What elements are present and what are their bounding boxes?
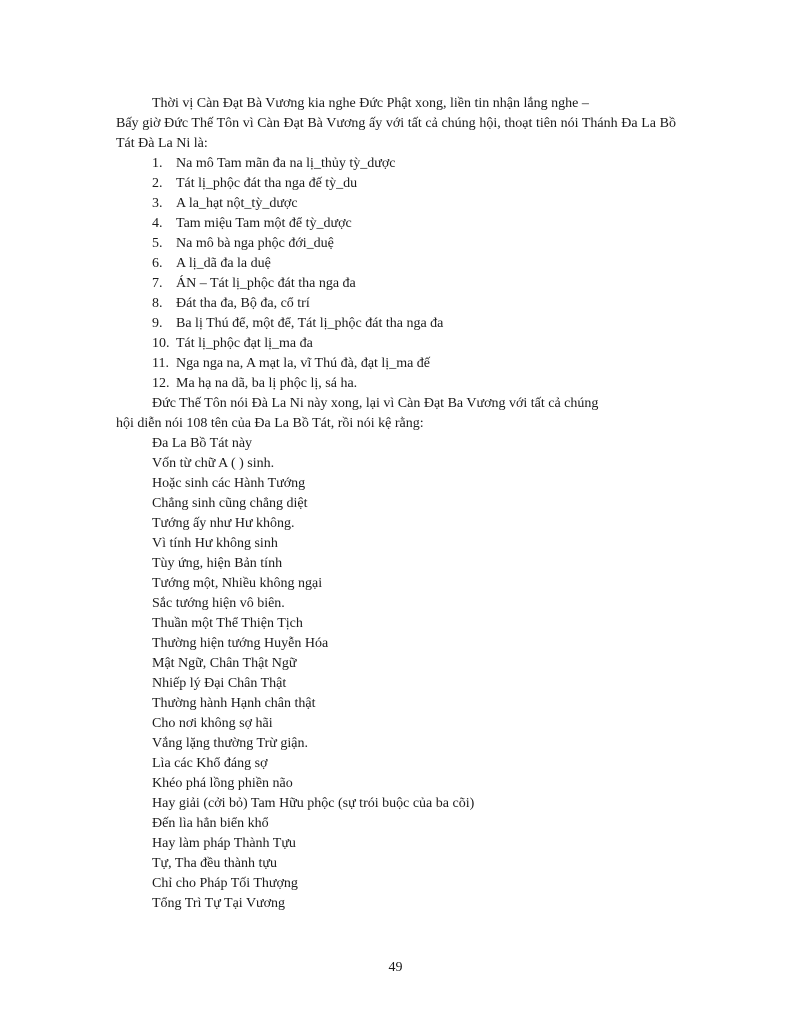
mantra-line	[152, 194, 443, 214]
mantra-number: 12.	[152, 376, 170, 391]
mantra-line	[152, 374, 443, 394]
mantra-number: 2.	[152, 176, 163, 191]
intro-first-line: Thời vị Càn Đạt Bà Vương kia nghe Đức Phật xong, liền tin nhận lắng nghe –	[152, 96, 589, 111]
mantra-line	[152, 174, 443, 194]
mantra-text: ÁN – Tát lị_phộc đát tha nga đa	[176, 276, 356, 291]
mantra-line	[152, 314, 443, 334]
mantra-text: Na mô Tam mãn đa na lị_thủy tỳ_dược	[176, 156, 396, 171]
page-number: 49	[388, 960, 403, 975]
mantra-line	[152, 274, 443, 294]
mantra-number: 7.	[152, 276, 163, 291]
verse-line: Thường hiện tướng Huyễn Hóa	[152, 636, 329, 651]
mantra-text: A la_hạt nột_tỳ_dược	[176, 196, 298, 211]
verse-line: Đến lìa hẳn biển khổ	[152, 816, 269, 831]
verse-line: Hoặc sinh các Hành Tướng	[152, 476, 306, 491]
mantra-text: A lị_dã đa la duệ	[176, 256, 271, 271]
mantra-line	[152, 354, 443, 374]
mantra-line	[152, 294, 443, 314]
mantra-text: Nga nga na, A mạt la, vĩ Thú đà, đạt lị_ma đế	[176, 356, 431, 371]
verse-line: Vốn từ chữ A ( ) sinh.	[152, 456, 275, 471]
verse-line: Chỉ cho Pháp Tối Thượng	[152, 876, 298, 891]
mantra-number: 8.	[152, 296, 163, 311]
mantra-number: 10.	[152, 336, 170, 351]
mantra-line	[152, 154, 443, 174]
mantra-text: Tát lị_phộc đạt lị_ma đa	[176, 336, 313, 351]
mantra-list	[152, 154, 443, 394]
verse-line: Chẳng sinh cũng chẳng diệt	[152, 496, 308, 511]
verse-line: Khéo phá lồng phiền não	[152, 776, 293, 791]
verse-line: Sắc tướng hiện vô biên.	[152, 596, 285, 611]
verse-list	[152, 434, 474, 914]
mantra-line	[152, 254, 443, 274]
mantra-text: Tát lị_phộc đát tha nga đế tỳ_du	[176, 176, 358, 191]
verse-line: Mật Ngữ, Chân Thật Ngữ	[152, 656, 297, 671]
mantra-line	[152, 214, 443, 234]
verse-line: Thuần một Thể Thiện Tịch	[152, 616, 303, 631]
transition-paragraph	[116, 394, 676, 434]
mantra-number: 11.	[152, 356, 169, 371]
mantra-number: 6.	[152, 256, 163, 271]
mantra-line	[152, 334, 443, 354]
verse-line: Tùy ứng, hiện Bản tính	[152, 556, 283, 571]
mantra-text: Tam miệu Tam một để tỳ_dược	[176, 216, 352, 231]
mantra-number: 9.	[152, 316, 163, 331]
transition-first-line: Đức Thế Tôn nói Đà La Ni này xong, lại vì Càn Đạt Ba Vương với tất cả chúng	[152, 396, 599, 411]
verse-line: Hay giải (cởi bỏ) Tam Hữu phộc (sự trói buộc của ba cõi)	[152, 796, 475, 811]
verse-line: Nhiếp lý Đại Chân Thật	[152, 676, 287, 691]
mantra-number: 4.	[152, 216, 163, 231]
verse-line: Thường hành Hạnh chân thật	[152, 696, 316, 711]
transition-continuation: hội diễn nói 108 tên của Đa La Bồ Tát, rồi nói kệ rằng:	[116, 416, 424, 431]
mantra-number: 3.	[152, 196, 163, 211]
verse-line: Tướng ấy như Hư không.	[152, 516, 295, 531]
verse-line: Lìa các Khổ đáng sợ	[152, 756, 268, 771]
mantra-number: 5.	[152, 236, 163, 251]
verse-line: Cho nơi không sợ hãi	[152, 716, 273, 731]
intro-paragraph	[116, 94, 676, 154]
mantra-number: 1.	[152, 156, 163, 171]
mantra-text: Ba lị Thú để, một để, Tát lị_phộc đát tha nga đa	[176, 316, 444, 331]
verse-line: Đa La Bồ Tát này	[152, 436, 253, 451]
mantra-text: Đát tha đa, Bộ đa, cổ trí	[176, 296, 310, 311]
verse-line: Tướng một, Nhiều không ngại	[152, 576, 323, 591]
verse-line: Tự, Tha đều thành tựu	[152, 856, 277, 871]
verse-line: Vì tính Hư không sinh	[152, 536, 278, 551]
intro-continuation: Bấy giờ Đức Thế Tôn vì Càn Đạt Bà Vương ấy với tất cả chúng hội, thoạt tiên nói Thánh Đa La Bồ Tát Đà La Ni là:	[116, 116, 676, 151]
verse-line: Vắng lặng thường Trừ giận.	[152, 736, 308, 751]
mantra-text: Na mô bà nga phộc đới_duệ	[176, 236, 334, 251]
mantra-text: Ma hạ na dã, ba lị phộc lị, sá ha.	[176, 376, 358, 391]
verse-line: Hay làm pháp Thành Tựu	[152, 836, 296, 851]
verse-line: Tổng Trì Tự Tại Vương	[152, 896, 286, 911]
mantra-line	[152, 234, 443, 254]
